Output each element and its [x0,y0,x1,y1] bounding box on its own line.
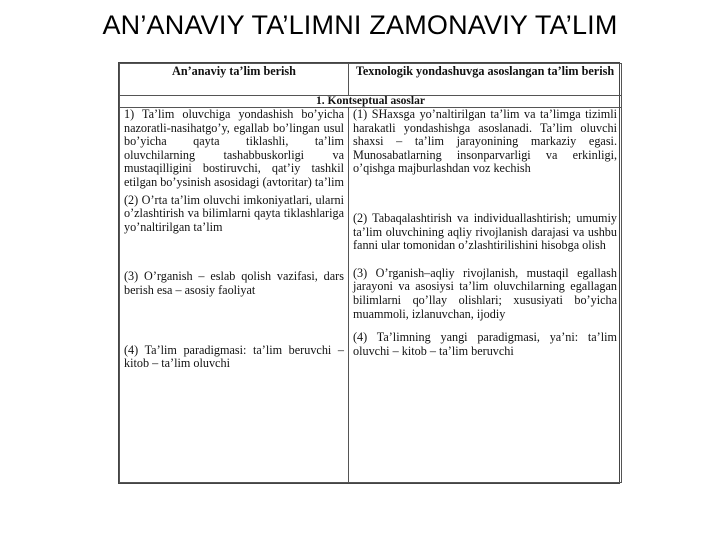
technological-point-4: (4) Ta’limning yangi paradigmasi, ya’ni: ta’lim oluvchi – kitob – ta’lim beruvchi [353,330,617,358]
traditional-point-1: 1) Ta’lim oluvchiga yondashish bo’yicha nazoratli-nasihatgo’y, egallab bo’lingan usul bo’yicha qayta tiklashli, ta’lim oluvchilarning tashabbuskorligi va mustaqilligini bostiruvchi, qat’iy tashkil etilgan bo’ysinish asosidagi (avtoritar) ta’lim [124,107,344,189]
traditional-column [120,108,349,483]
traditional-point-2: (2) O’rta ta’lim oluvchi imkoniyatlari, ularni o’zlashtirish va bilimlarni qayta tiklashlariga yo’naltirilgan ta’lim [124,192,344,234]
slide-title: AN’ANAVIY TA’LIMNI ZAMONAVIY TA’LIM [102,10,618,40]
technological-point-2: (2) Tabaqalashtirish va individuallashtirish; umumiy ta’lim oluvchining aqliy rivojlanish darajasi va ushbu fanni ular tomonidan o’zlashtirilishini hisobga olish [353,210,617,253]
technological-point-3: (3) O’rganish–aqliy rivojlanish, mustaqil egallash jarayoni va asosiysi ta’lim oluvchilarning egallagan bilimlarni qo’llay olishlari; xususiyati bo’yicha muammoli, izlanuvchan, ijodiy [353,265,617,321]
section-title: 1. Kontseptual asoslar [120,96,622,108]
traditional-point-4: (4) Ta’lim paradigmasi: ta’lim beruvchi – kitob – ta’lim oluvchi [124,342,344,371]
comparison-table-image [118,62,620,484]
technological-point-1: (1) SHaxsga yo’naltirilgan ta’lim va ta’limga tizimli harakatli yondashishga asoslanadi. Ta’lim oluvchi shaxsi – ta’lim jarayonining markaziy egasi. Munosabatlarning insonparvarligi va erkinligi, o’qishga majburlashdan voz kechish [353,107,617,176]
header-technological: Texnologik yondashuvga asoslangan ta’lim berish [349,64,622,96]
table-header-row [120,64,622,96]
header-traditional: An’anaviy ta’lim berish [120,64,349,96]
table-body-row [120,108,622,483]
section-row [120,96,622,108]
traditional-point-3: (3) O’rganish – eslab qolish vazifasi, dars berish esa – asosiy faoliyat [124,269,344,297]
technological-column [349,108,622,483]
comparison-table [119,63,622,483]
